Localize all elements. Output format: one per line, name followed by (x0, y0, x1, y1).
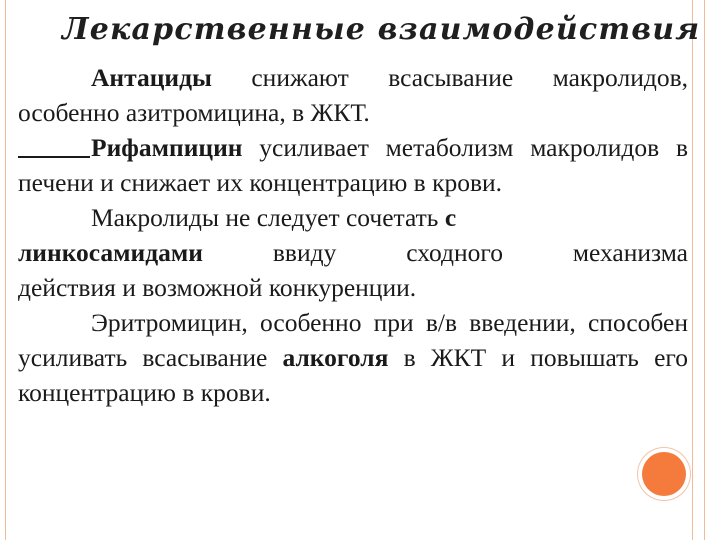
slide-title: Лекарственные взаимодействия (62, 12, 701, 47)
left-border-line (5, 0, 6, 540)
right-border-line-inner (692, 0, 693, 540)
paragraph-macrolides-line2 (18, 235, 688, 270)
paragraph-erythromycin-end: в ЖКТ и повышать его концентрацию в крови. (18, 343, 688, 407)
term-with: с (444, 203, 457, 232)
paragraph-rifampicin-text: усиливает метаболизм макролидов в печени и снижает их концентрацию в крови. (18, 133, 688, 197)
slide-body (18, 60, 688, 410)
term-rifampicin: Рифампицин (91, 133, 243, 162)
paragraph-erythromycin (18, 305, 688, 410)
paragraph-antacids (18, 60, 688, 130)
paragraph-macrolides-line1 (18, 200, 688, 235)
orange-circle-icon (642, 452, 686, 496)
paragraph-macrolides-line3 (18, 270, 688, 305)
term-alcohol: алкоголя (282, 343, 389, 372)
paragraph-erythromycin-text: Эритромицин, особенно при в/в введении, способен усиливать всасывание (18, 308, 688, 372)
paragraph-macrolides-reason: ввиду сходного механизма (202, 238, 688, 267)
paragraph-macrolides-text: Макролиды не следует сочетать (91, 203, 445, 232)
underline-blank (18, 130, 90, 158)
paragraph-macrolides-end: действия и возможной конкуренции. (18, 273, 417, 302)
paragraph-rifampicin (18, 130, 688, 200)
paragraph-antacids-text: снижают всасывание макролидов, особенно азитромицина, в ЖКТ. (18, 63, 688, 127)
term-antacids: Антациды (91, 63, 212, 92)
right-border-line-outer (704, 0, 705, 540)
term-lincosamides: линкосамидами (18, 238, 203, 267)
